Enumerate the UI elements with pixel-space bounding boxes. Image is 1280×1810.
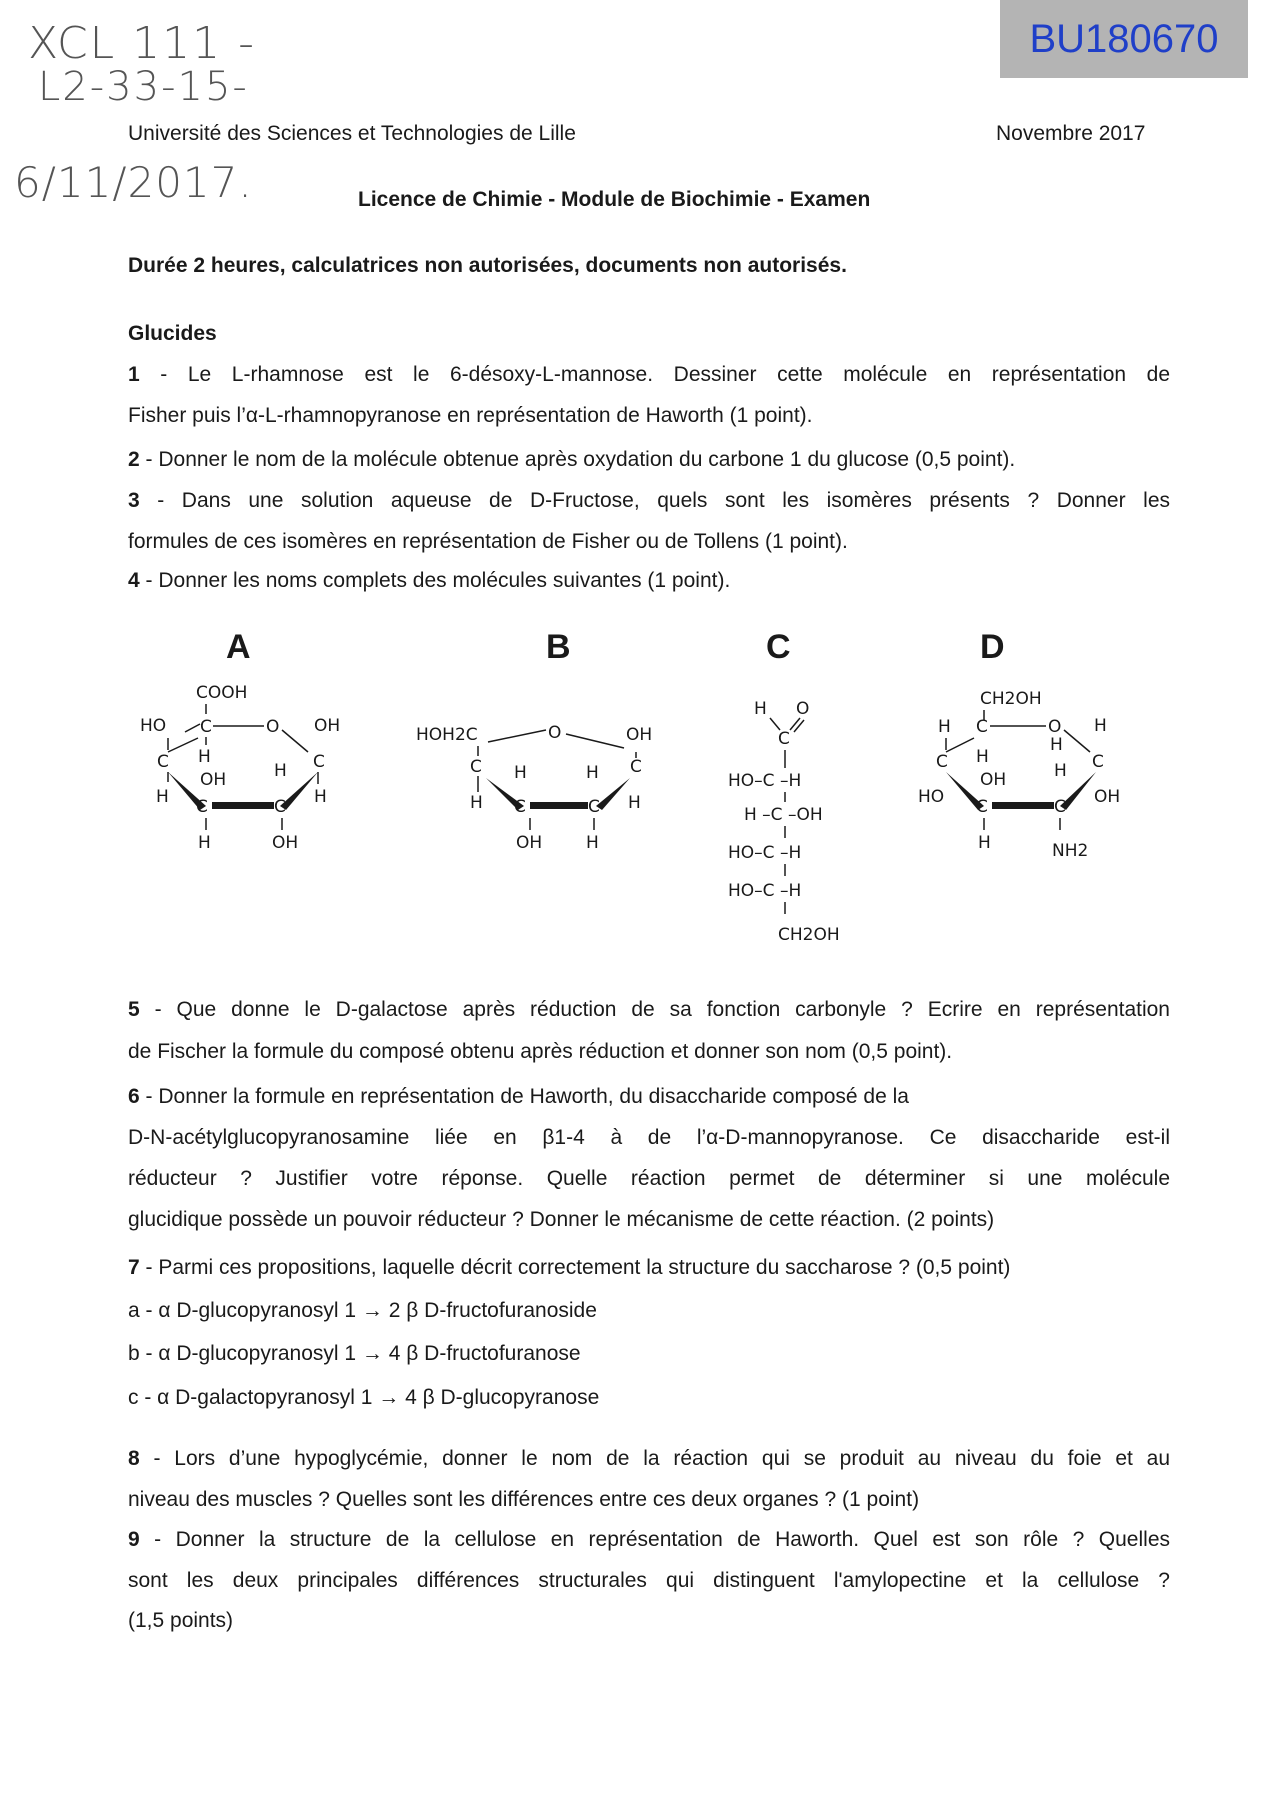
figure-label-c: C <box>766 628 791 666</box>
section-title: Glucides <box>128 322 217 345</box>
figure-label-b: B <box>546 628 571 666</box>
mol-a-h-top: H <box>198 747 211 767</box>
question-9-line3: (1,5 points) <box>128 1609 234 1632</box>
mol-d-o: O <box>1048 717 1062 737</box>
mol-c-row1: HO–C –H <box>728 771 802 791</box>
mol-d-c-bottom-left: C <box>976 797 988 817</box>
mol-a-c-left: C <box>157 752 169 772</box>
mol-d-oh-right: OH <box>1094 787 1121 807</box>
mol-a-ho: HO <box>140 716 167 736</box>
question-8-line1: 8 - Lors d’une hypoglycémie, donner le nom de la réaction qui se produit au niveau du foie et au <box>128 1447 1170 1470</box>
mol-d-ch2oh: CH2OH <box>980 689 1042 709</box>
mol-b-h-bottom: H <box>586 833 599 853</box>
mol-b-h-inner1: H <box>514 763 527 783</box>
mol-d-c-left: C <box>936 752 948 772</box>
mol-d-h-inner2: H <box>1050 735 1063 755</box>
mol-a-oh-inner: OH <box>200 770 227 790</box>
mol-b-c-bottom-left: C <box>514 797 526 817</box>
question-2: 2 - Donner le nom de la molécule obtenue après oxydation du carbone 1 du glucose (0,5 point). <box>128 448 1016 471</box>
question-5-line2: de Fischer la formule du composé obtenu après réduction et donner son nom (0,5 point). <box>128 1040 953 1063</box>
question-3-line2: formules de ces isomères en représentation de Fisher ou de Tollens (1 point). <box>128 530 848 553</box>
mol-c-c1: C <box>778 729 790 749</box>
mol-a-h-right: H <box>314 787 327 807</box>
question-5-line1: 5 - Que donne le D-galactose après réduction de sa fonction carbonyle ? Ecrire en représentation <box>128 998 1170 1021</box>
question-7-option-b: b - α D-glucopyranosyl 1 → 4 β D-fructofuranose <box>128 1342 581 1365</box>
mol-a-oh-right: OH <box>314 716 341 736</box>
mol-d-h-left: H <box>976 747 989 767</box>
mol-b-o: O <box>548 723 562 743</box>
question-7: 7 - Parmi ces propositions, laquelle décrit correctement la structure du saccharose ? (0,5 point) <box>128 1256 1011 1279</box>
question-7-option-a: a - α D-glucopyranosyl 1 → 2 β D-fructofuranoside <box>128 1299 597 1322</box>
question-3-line1: 3 - Dans une solution aqueuse de D-Fructose, quels sont les isomères présents ? Donner les <box>128 489 1170 512</box>
mol-d-c-right: C <box>1092 752 1104 772</box>
mol-a-oh-bottom: OH <box>272 833 299 853</box>
question-9-line1: 9 - Donner la structure de la cellulose en représentation de Haworth. Quel est son rôle ? Quelles <box>128 1528 1170 1551</box>
mol-c-h: H <box>754 699 767 719</box>
mol-a-h-inner: H <box>274 761 287 781</box>
mol-a-h-left: H <box>156 787 169 807</box>
mol-b-h-right: H <box>628 793 641 813</box>
mol-a-c-bottom-right: C <box>274 797 286 817</box>
question-1-line1: 1 - Le L-rhamnose est le 6-désoxy-L-mannose. Dessiner cette molécule en représentation de <box>128 363 1170 386</box>
mol-b-c-left: C <box>470 757 482 777</box>
mol-d-ho: HO <box>918 787 945 807</box>
handwritten-note-line2: L2-33-15- <box>38 64 249 110</box>
mol-a-c-right: C <box>313 752 325 772</box>
mol-b-h-left: H <box>470 793 483 813</box>
mol-c-row4: HO–C –H <box>728 881 802 901</box>
mol-b-c-right: C <box>630 757 642 777</box>
university-name: Université des Sciences et Technologies de Lille <box>128 122 576 145</box>
mol-b-oh-right: OH <box>626 725 653 745</box>
mol-d-oh-inner: OH <box>980 770 1007 790</box>
figure-label-d: D <box>980 628 1005 666</box>
mol-b-c-bottom-right: C <box>588 797 600 817</box>
mol-b-oh-bottom: OH <box>516 833 543 853</box>
question-6-line4: glucidique possède un pouvoir réducteur ? Donner le mécanisme de cette réaction. (2 points) <box>128 1208 995 1231</box>
handwritten-note-line1: XCL 111 - <box>28 18 257 69</box>
question-6-line2: D-N-acétylglucopyranosamine liée en β1-4 à de l’α-D-mannopyranose. Ce disaccharide est-il <box>128 1126 1170 1149</box>
molecule-b <box>416 723 652 853</box>
mol-d-c-bottom-right: C <box>1054 797 1066 817</box>
mol-a-h-bottom: H <box>198 833 211 853</box>
mol-c-end: CH2OH <box>778 925 840 945</box>
question-4: 4 - Donner les noms complets des molécules suivantes (1 point). <box>128 569 731 592</box>
molecule-d <box>918 689 1120 861</box>
mol-a-c1: C <box>200 717 212 737</box>
question-8-line2: niveau des muscles ? Quelles sont les différences entre ces deux organes ? (1 point) <box>128 1488 920 1511</box>
mol-d-h-bottom: H <box>978 833 991 853</box>
mol-d-nh2: NH2 <box>1052 841 1089 861</box>
exam-instructions: Durée 2 heures, calculatrices non autorisées, documents non autorisés. <box>128 254 847 277</box>
mol-c-row3: HO–C –H <box>728 843 802 863</box>
mol-a-o: O <box>266 717 280 737</box>
mol-b-hoh2c: HOH2C <box>416 725 478 745</box>
molecule-c <box>728 699 840 945</box>
mol-a-c-bottom-left: C <box>196 797 208 817</box>
exam-date: Novembre 2017 <box>996 122 1146 145</box>
mol-c-row2: H –C –OH <box>744 805 823 825</box>
figure-label-a: A <box>226 628 251 666</box>
exam-title: Licence de Chimie - Module de Biochimie - Examen <box>358 188 871 211</box>
mol-c-o: O <box>796 699 810 719</box>
mol-b-h-inner2: H <box>586 763 599 783</box>
mol-d-c-top: C <box>976 717 988 737</box>
molecule-a <box>140 683 340 853</box>
stamp-code: BU180670 <box>1029 16 1219 61</box>
question-9-line2: sont les deux principales différences structurales qui distinguent l'amylopectine et la cellulose ? <box>128 1569 1170 1592</box>
question-1-line2: Fisher puis l’α-L-rhamnopyranose en représentation de Haworth (1 point). <box>128 404 813 427</box>
handwritten-date: 6/11/2017. <box>14 158 253 207</box>
mol-d-h-top: H <box>938 717 951 737</box>
question-7-option-c: c - α D-galactopyranosyl 1 → 4 β D-glucopyranose <box>128 1386 600 1409</box>
mol-d-h-inner: H <box>1054 761 1067 781</box>
mol-d-h-right: H <box>1094 716 1107 736</box>
question-6-line3: réducteur ? Justifier votre réponse. Quelle réaction permet de déterminer si une molécule <box>128 1167 1170 1190</box>
question-6-line1: 6 - Donner la formule en représentation de Haworth, du disaccharide composé de la <box>128 1085 909 1108</box>
mol-a-cooh: COOH <box>196 683 248 703</box>
